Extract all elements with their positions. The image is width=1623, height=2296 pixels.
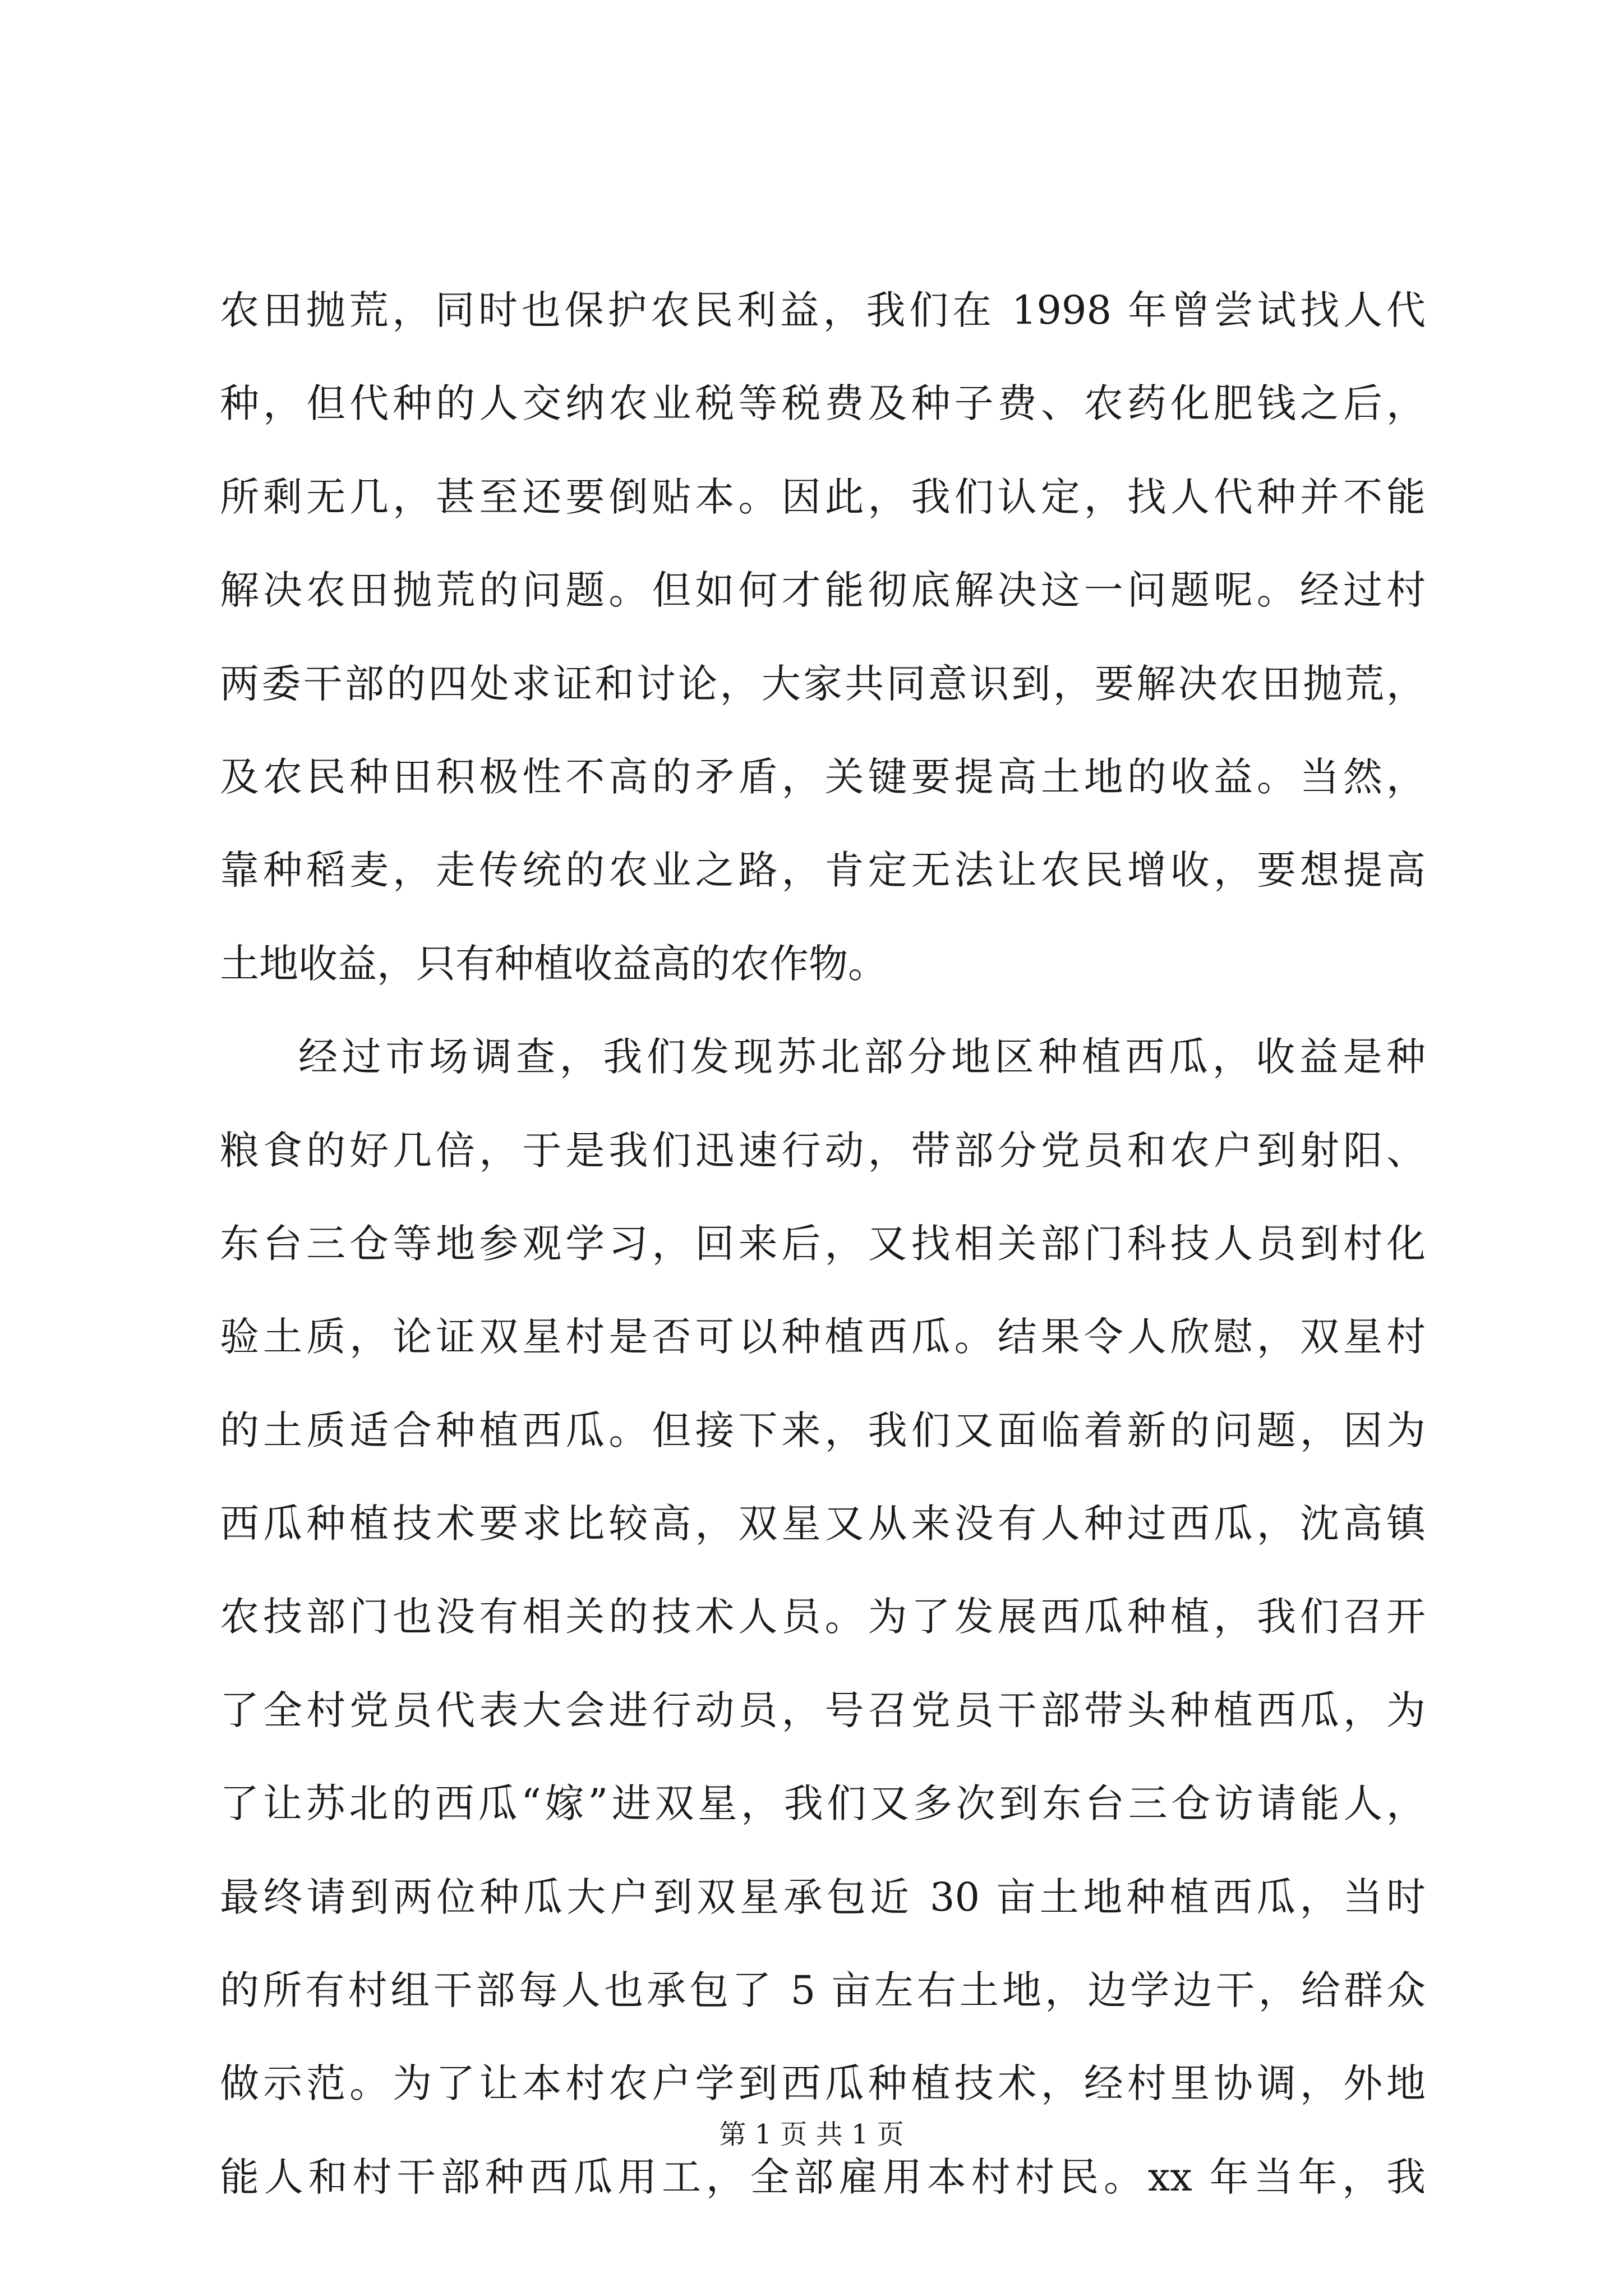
text-line: 粮食的好几倍，于是我们迅速行动，带部分党员和农户到射阳、 (220, 1127, 1426, 1174)
page-footer (0, 2118, 1623, 2151)
text-line: 了让苏北的西瓜“嫁”进双星，我们又多次到东台三仓访请能人， (220, 1780, 1426, 1827)
text-line: 经过市场调查，我们发现苏北部分地区种植西瓜，收益是种 (298, 1034, 1426, 1080)
text-line: 所剩无几，甚至还要倒贴本。因此，我们认定，找人代种并不能 (220, 473, 1426, 520)
text-line: 的土质适合种植西瓜。但接下来，我们又面临着新的问题，因为 (220, 1407, 1426, 1453)
text-line: 做示范。为了让本村农户学到西瓜种植技术，经村里协调，外地 (220, 2060, 1426, 2107)
text-line: 西瓜种植技术要求比较高，双星又从来没有人种过西瓜，沈高镇 (220, 1501, 1426, 1547)
text-line: 种，但代种的人交纳农业税等税费及种子费、农药化肥钱之后， (220, 380, 1426, 427)
text-line: 解决农田抛荒的问题。但如何才能彻底解决这一问题呢。经过村 (220, 567, 1426, 614)
text-line: 农技部门也没有相关的技术人员。为了发展西瓜种植，我们召开 (220, 1594, 1426, 1640)
text-line: 东台三仓等地参观学习，回来后，又找相关部门科技人员到村化 (220, 1220, 1426, 1267)
text-line: 验土质，论证双星村是否可以种植西瓜。结果令人欣慰，双星村 (220, 1314, 1426, 1360)
text-line: 靠种稻麦，走传统的农业之路，肯定无法让农民增收，要想提高 (220, 847, 1426, 894)
text-line: 两委干部的四处求证和讨论，大家共同意识到，要解决农田抛荒， (220, 660, 1426, 707)
text-line: 及农民种田积极性不高的矛盾，关键要提高土地的收益。当然， (220, 753, 1426, 800)
text-line: 农田抛荒，同时也保护农民利益，我们在 1998 年曾尝试找人代 (220, 287, 1426, 333)
document-body (220, 264, 1426, 2224)
text-line: 的所有村组干部每人也承包了 5 亩左右土地，边学边干，给群众 (220, 1967, 1426, 2014)
text-line: 土地收益，只有种植收益高的农作物。 (220, 940, 887, 987)
text-line: 了全村党员代表大会进行动员，号召党员干部带头种植西瓜，为 (220, 1687, 1426, 1733)
text-line: 能人和村干部种西瓜用工，全部雇用本村村民。xx 年当年，我 (220, 2154, 1426, 2200)
page-number-label: 第 1 页 共 1 页 (719, 2119, 904, 2150)
text-line: 最终请到两位种瓜大户到双星承包近 30 亩土地种植西瓜，当时 (220, 1874, 1426, 1920)
